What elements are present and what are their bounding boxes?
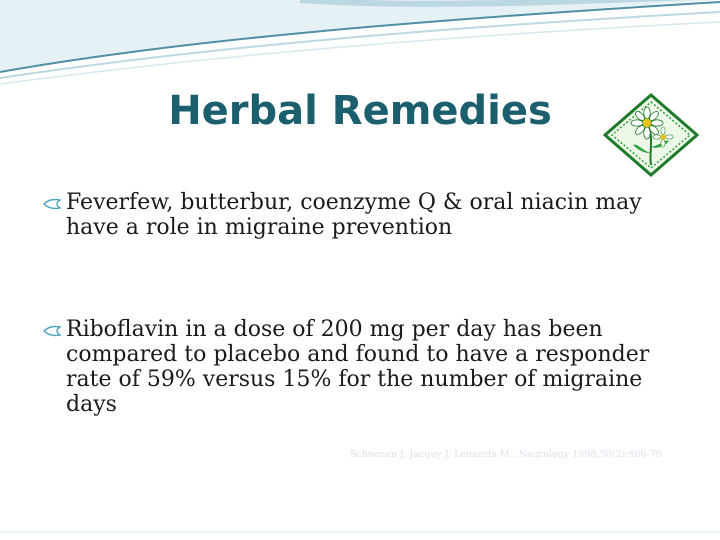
bullet-text: Feverfew, butterbur, coenzyme Q & oral niacin may have a role in migraine prevention	[66, 190, 642, 240]
bottom-line-decoration	[0, 510, 720, 540]
top-wave-decoration	[0, 0, 720, 90]
bullet-text: Riboflavin in a dose of 200 mg per day has been compared to placebo and found to have a responder rate of 59% versus 15% for the number of migraine days	[66, 317, 650, 417]
bullet-item	[42, 317, 682, 417]
bullet-list	[42, 190, 682, 417]
slide-title: Herbal Remedies	[168, 88, 552, 134]
bullet-item	[42, 190, 682, 240]
arrow-bullet-icon	[42, 197, 62, 211]
citation: Schoenen J, Jacquy J, Lenaerts M.; Neurology 1998;50(2):466-70	[350, 449, 662, 460]
arrow-bullet-icon	[42, 324, 62, 338]
daisy-flower-emblem-icon	[603, 93, 699, 177]
